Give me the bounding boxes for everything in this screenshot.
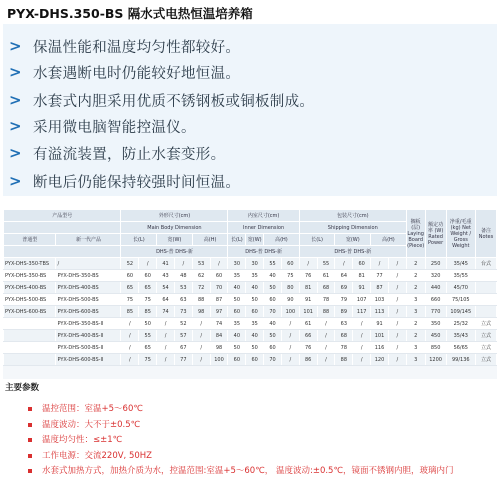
cell-ship-dim: /: [388, 342, 406, 354]
cell-power: 850: [425, 342, 446, 354]
cell-main-dim: 52: [121, 258, 139, 270]
cell-main-dim: 97: [210, 306, 228, 318]
cell-main-dim: 52: [174, 318, 192, 330]
header-width: 宽(W): [157, 234, 193, 246]
cell-model-old: [4, 342, 56, 354]
cell-main-dim: 75: [121, 294, 139, 306]
cell-ship-dim: /: [317, 342, 335, 354]
cell-weight: 35/55: [446, 270, 475, 282]
cell-main-dim: /: [121, 330, 139, 342]
cell-ship-dim: /: [317, 318, 335, 330]
cell-ship-dim: 101: [299, 306, 317, 318]
cell-ship-dim: 86: [299, 354, 317, 366]
cell-model-old: PYX-DHS-600-BS: [4, 306, 56, 318]
cell-main-dim: 41: [157, 258, 175, 270]
cell-model-new: /: [56, 258, 121, 270]
cell-inner-dim: 60: [264, 294, 282, 306]
cell-inner-dim: /: [281, 318, 299, 330]
header-model: 产品型号: [4, 210, 121, 222]
cell-ship-dim: 107: [353, 294, 371, 306]
chevron-right-icon: >: [9, 37, 22, 55]
cell-main-dim: 60: [121, 270, 139, 282]
table-row: [4, 258, 497, 270]
param-item: [28, 402, 494, 418]
cell-weight: 75/105: [446, 294, 475, 306]
cell-main-dim: 88: [192, 294, 210, 306]
cell-inner-dim: 50: [228, 294, 246, 306]
cell-main-dim: /: [174, 258, 192, 270]
header-inner-sub: DHS-普 DHS-新: [228, 246, 299, 258]
section-title: 主要参数: [5, 383, 40, 393]
cell-inner-dim: 40: [246, 282, 264, 294]
chevron-right-icon: >: [9, 144, 22, 162]
cell-inner-dim: 40: [228, 282, 246, 294]
table-row: [4, 306, 497, 318]
cell-main-dim: /: [157, 354, 175, 366]
bullet-icon: [28, 454, 32, 458]
table-row: [4, 330, 497, 342]
table-row: [4, 294, 497, 306]
cell-ship-dim: 77: [371, 270, 389, 282]
chevron-right-icon: >: [9, 91, 22, 109]
chevron-right-icon: >: [9, 172, 22, 190]
table-row: [4, 270, 497, 282]
cell-main-dim: /: [210, 258, 228, 270]
cell-ship-dim: 68: [335, 330, 353, 342]
cell-main-dim: 54: [157, 282, 175, 294]
feature-item: [9, 88, 314, 112]
feature-text: 保温性能和温度均匀性都较好。: [33, 39, 241, 56]
header-main-sub: DHS-普 DHS-新: [121, 246, 228, 258]
cell-inner-dim: 55: [264, 258, 282, 270]
cell-ship-dim: 101: [371, 330, 389, 342]
cell-main-dim: 73: [174, 306, 192, 318]
cell-notes: 立式: [475, 354, 496, 366]
cell-inner-dim: 30: [246, 258, 264, 270]
cell-main-dim: 63: [174, 294, 192, 306]
cell-main-dim: 43: [157, 270, 175, 282]
cell-power: 1200: [425, 354, 446, 366]
param-list: [28, 402, 494, 480]
cell-power: 440: [425, 282, 446, 294]
cell-inner-dim: 50: [264, 282, 282, 294]
cell-ship-dim: /: [299, 258, 317, 270]
cell-model-new: PYX-DHS-600-BS-II: [56, 354, 121, 366]
cell-power: 450: [425, 330, 446, 342]
bullet-icon: [28, 407, 32, 411]
cell-ship-dim: 88: [335, 354, 353, 366]
cell-ship-dim: 60: [353, 258, 371, 270]
cell-main-dim: 98: [192, 306, 210, 318]
cell-main-dim: 70: [210, 282, 228, 294]
cell-weight: 25/32: [446, 318, 475, 330]
page-title: PYX-DHS.350-BS 隔水式电热恒温培养箱: [7, 6, 253, 21]
header-ship-width: 宽(W): [335, 234, 371, 246]
cell-main-dim: 55: [139, 330, 157, 342]
cell-inner-dim: 75: [281, 270, 299, 282]
header-inner-length: 长(L): [228, 234, 246, 246]
cell-notes: 立式: [475, 342, 496, 354]
header-ship-sub: DHS-普 DHS-新: [299, 246, 406, 258]
header-inner-dim: 内室尺寸(cm): [228, 210, 299, 222]
cell-main-dim: 50: [139, 318, 157, 330]
table-row: [4, 342, 497, 354]
cell-notes: 台式: [475, 258, 496, 270]
cell-ship-dim: 69: [335, 282, 353, 294]
cell-notes: 立式: [475, 318, 496, 330]
cell-inner-dim: 50: [246, 294, 264, 306]
cell-layers: 3: [406, 342, 425, 354]
cell-inner-dim: 35: [246, 270, 264, 282]
cell-main-dim: 53: [174, 282, 192, 294]
cell-main-dim: 87: [210, 294, 228, 306]
cell-ship-dim: 88: [317, 306, 335, 318]
cell-ship-dim: 89: [335, 306, 353, 318]
cell-weight: 45/70: [446, 282, 475, 294]
cell-inner-dim: 40: [264, 318, 282, 330]
cell-inner-dim: 35: [246, 318, 264, 330]
header-inner-dim-en: Inner Dimension: [228, 222, 299, 234]
param-text: 水套式加热方式，加热介质为水，控温范围:室温+5～60℃， 温度波动:±0.5℃，镜面不锈钢内胆，玻璃内门: [42, 466, 454, 476]
cell-model-old: PYX-DHS-500-BS: [4, 294, 56, 306]
cell-inner-dim: /: [281, 342, 299, 354]
cell-weight: 109/145: [446, 306, 475, 318]
header-series-new: 新一代产品: [56, 234, 121, 246]
feature-text: 断电后仍能保持较强时间恒温。: [33, 174, 241, 191]
cell-power: 770: [425, 306, 446, 318]
cell-notes: 立式: [475, 330, 496, 342]
cell-ship-dim: /: [388, 318, 406, 330]
cell-inner-dim: /: [281, 354, 299, 366]
cell-model-new: PYX-DHS-400-BS: [56, 282, 121, 294]
cell-ship-dim: 81: [353, 270, 371, 282]
cell-notes: [475, 294, 496, 306]
cell-layers: 2: [406, 330, 425, 342]
feature-text: 水套遇断电时仍能较好地恒温。: [33, 65, 241, 82]
cell-model-old: [4, 318, 56, 330]
cell-main-dim: /: [192, 354, 210, 366]
cell-model-new: PYX-DHS-500-BS-II: [56, 342, 121, 354]
cell-main-dim: 85: [121, 306, 139, 318]
cell-main-dim: 57: [174, 330, 192, 342]
cell-weight: 35/43: [446, 330, 475, 342]
cell-layers: 3: [406, 354, 425, 366]
header-inner-width: 宽(W): [246, 234, 264, 246]
cell-main-dim: 100: [210, 354, 228, 366]
cell-main-dim: 48: [174, 270, 192, 282]
cell-ship-dim: 61: [299, 318, 317, 330]
cell-main-dim: /: [192, 330, 210, 342]
cell-inner-dim: 100: [281, 306, 299, 318]
cell-inner-dim: 80: [281, 282, 299, 294]
cell-notes: [475, 270, 496, 282]
table-row: [4, 282, 497, 294]
cell-main-dim: /: [157, 318, 175, 330]
cell-weight: 35/45: [446, 258, 475, 270]
cell-inner-dim: 70: [264, 354, 282, 366]
cell-ship-dim: 68: [317, 282, 335, 294]
cell-main-dim: 98: [210, 342, 228, 354]
header-layers: 搁板(层) Laying Board (Piece): [406, 210, 425, 258]
feature-text: 有溢流装置，防止水套变形。: [33, 146, 226, 163]
cell-main-dim: 75: [139, 294, 157, 306]
header-series-old: 普通型: [4, 234, 56, 246]
cell-model-old: PYX-DHS-350-TBS: [4, 258, 56, 270]
cell-ship-dim: 81: [299, 282, 317, 294]
cell-ship-dim: 91: [299, 294, 317, 306]
cell-model-old: PYX-DHS-350-BS: [4, 270, 56, 282]
cell-inner-dim: 60: [264, 342, 282, 354]
spec-table-panel: [3, 209, 497, 379]
cell-ship-dim: 117: [353, 306, 371, 318]
cell-ship-dim: /: [388, 306, 406, 318]
cell-ship-dim: 64: [335, 270, 353, 282]
cell-main-dim: /: [139, 258, 157, 270]
cell-inner-dim: 40: [228, 330, 246, 342]
feature-text: 水套式内胆采用优质不锈钢板或铜板制成。: [33, 93, 315, 110]
header-notes: 备注 Notes: [475, 210, 496, 258]
cell-weight: 56/65: [446, 342, 475, 354]
cell-main-dim: 53: [192, 258, 210, 270]
cell-inner-dim: 40: [246, 330, 264, 342]
cell-main-dim: /: [192, 342, 210, 354]
cell-ship-dim: 61: [317, 270, 335, 282]
cell-main-dim: 65: [139, 342, 157, 354]
cell-ship-dim: 91: [353, 282, 371, 294]
feature-item: [9, 60, 240, 84]
cell-model-new: PYX-DHS-400-BS-II: [56, 330, 121, 342]
cell-main-dim: /: [157, 342, 175, 354]
cell-main-dim: 74: [210, 318, 228, 330]
cell-model-old: [4, 330, 56, 342]
cell-ship-dim: 78: [335, 342, 353, 354]
cell-ship-dim: /: [371, 258, 389, 270]
cell-ship-dim: 120: [371, 354, 389, 366]
chevron-right-icon: >: [9, 117, 22, 135]
feature-text: 采用微电脑智能控温仪。: [33, 119, 196, 136]
cell-main-dim: /: [157, 330, 175, 342]
cell-layers: 2: [406, 318, 425, 330]
cell-ship-dim: /: [353, 318, 371, 330]
cell-power: 660: [425, 294, 446, 306]
bullet-icon: [28, 469, 32, 473]
cell-model-new: PYX-DHS-500-BS: [56, 294, 121, 306]
param-text: 温度均匀性：≤±1℃: [42, 435, 123, 445]
cell-inner-dim: 60: [228, 306, 246, 318]
cell-main-dim: 65: [139, 282, 157, 294]
cell-notes: [475, 282, 496, 294]
cell-layers: 2: [406, 258, 425, 270]
table-row: [4, 354, 497, 366]
cell-inner-dim: 60: [246, 354, 264, 366]
chevron-right-icon: >: [9, 63, 22, 81]
cell-power: 350: [425, 318, 446, 330]
cell-inner-dim: /: [281, 330, 299, 342]
cell-inner-dim: 30: [228, 258, 246, 270]
param-item: [28, 433, 494, 449]
param-item: [28, 464, 494, 480]
bullet-icon: [28, 423, 32, 427]
cell-inner-dim: 50: [264, 330, 282, 342]
cell-ship-dim: 76: [299, 270, 317, 282]
header-weight: 净重/毛重 (kg) Net Weight / Gross Weight: [446, 210, 475, 258]
param-item: [28, 418, 494, 434]
header-main-dim-en: Main Body Dimension: [121, 222, 228, 234]
cell-ship-dim: 87: [371, 282, 389, 294]
cell-ship-dim: 63: [335, 318, 353, 330]
cell-main-dim: 62: [192, 270, 210, 282]
cell-ship-dim: 113: [371, 306, 389, 318]
header-ship-length: 长(L): [299, 234, 335, 246]
param-text: 温控范围：室温+5～60℃: [42, 404, 143, 414]
param-text: 温度波动：大不于±0.5℃: [42, 419, 141, 430]
bullet-icon: [28, 438, 32, 442]
cell-inner-dim: 35: [228, 318, 246, 330]
cell-main-dim: 67: [174, 342, 192, 354]
cell-model-new: PYX-DHS-350-BS-II: [56, 318, 121, 330]
cell-power: 250: [425, 258, 446, 270]
cell-inner-dim: 70: [264, 306, 282, 318]
cell-main-dim: 77: [174, 354, 192, 366]
cell-weight: 99/136: [446, 354, 475, 366]
cell-model-old: PYX-DHS-400-BS: [4, 282, 56, 294]
cell-ship-dim: 103: [371, 294, 389, 306]
param-item: [28, 449, 494, 465]
header-inner-height: 高(H): [264, 234, 300, 246]
cell-ship-dim: 76: [299, 342, 317, 354]
cell-ship-dim: /: [388, 258, 406, 270]
cell-main-dim: 60: [139, 270, 157, 282]
cell-main-dim: 75: [139, 354, 157, 366]
cell-main-dim: 64: [157, 294, 175, 306]
cell-main-dim: /: [121, 342, 139, 354]
feature-item: [9, 34, 240, 58]
header-ship-dim: 包装尺寸(cm): [299, 210, 406, 222]
cell-inner-dim: 60: [228, 354, 246, 366]
cell-main-dim: /: [121, 354, 139, 366]
cell-ship-dim: 55: [317, 258, 335, 270]
cell-ship-dim: /: [335, 258, 353, 270]
cell-model-old: [4, 354, 56, 366]
cell-layers: 3: [406, 294, 425, 306]
header-ship-dim-en: Shipping Dimension: [299, 222, 406, 234]
cell-main-dim: 74: [157, 306, 175, 318]
cell-inner-dim: 60: [281, 258, 299, 270]
cell-ship-dim: /: [353, 342, 371, 354]
cell-inner-dim: 50: [246, 342, 264, 354]
cell-model-new: PYX-DHS-600-BS: [56, 306, 121, 318]
cell-ship-dim: /: [317, 354, 335, 366]
cell-ship-dim: 78: [317, 294, 335, 306]
cell-model-new: PYX-DHS-350-BS: [56, 270, 121, 282]
cell-ship-dim: /: [353, 354, 371, 366]
param-text: 工作电源：交流220V, 50HZ: [42, 450, 152, 461]
header-length: 长(L): [121, 234, 157, 246]
header-main-dim: 外形尺寸(cm): [121, 210, 228, 222]
cell-ship-dim: /: [388, 330, 406, 342]
cell-ship-dim: /: [388, 354, 406, 366]
cell-ship-dim: 91: [371, 318, 389, 330]
cell-ship-dim: /: [388, 282, 406, 294]
cell-layers: 3: [406, 306, 425, 318]
cell-ship-dim: 79: [335, 294, 353, 306]
cell-main-dim: /: [192, 318, 210, 330]
cell-main-dim: 85: [139, 306, 157, 318]
feature-panel: [3, 24, 497, 196]
table-row: [4, 318, 497, 330]
cell-power: 320: [425, 270, 446, 282]
header-ship-height: 高(H): [371, 234, 407, 246]
cell-inner-dim: 60: [246, 306, 264, 318]
cell-ship-dim: /: [317, 330, 335, 342]
cell-main-dim: /: [121, 318, 139, 330]
feature-item: [9, 141, 225, 165]
cell-layers: 2: [406, 270, 425, 282]
feature-item: [9, 114, 196, 138]
header-height: 高(H): [192, 234, 228, 246]
cell-main-dim: 72: [192, 282, 210, 294]
cell-layers: 2: [406, 282, 425, 294]
cell-main-dim: 84: [210, 330, 228, 342]
spec-table: [3, 209, 497, 366]
cell-main-dim: 65: [121, 282, 139, 294]
cell-ship-dim: /: [388, 294, 406, 306]
cell-inner-dim: 50: [228, 342, 246, 354]
cell-main-dim: 60: [210, 270, 228, 282]
feature-item: [9, 169, 240, 193]
cell-inner-dim: 40: [264, 270, 282, 282]
cell-ship-dim: 66: [299, 330, 317, 342]
cell-ship-dim: /: [388, 270, 406, 282]
cell-inner-dim: 35: [228, 270, 246, 282]
cell-ship-dim: 116: [371, 342, 389, 354]
cell-ship-dim: /: [353, 330, 371, 342]
cell-notes: [475, 306, 496, 318]
cell-inner-dim: 90: [281, 294, 299, 306]
header-power: 额定功率 (W) Rated Power: [425, 210, 446, 258]
